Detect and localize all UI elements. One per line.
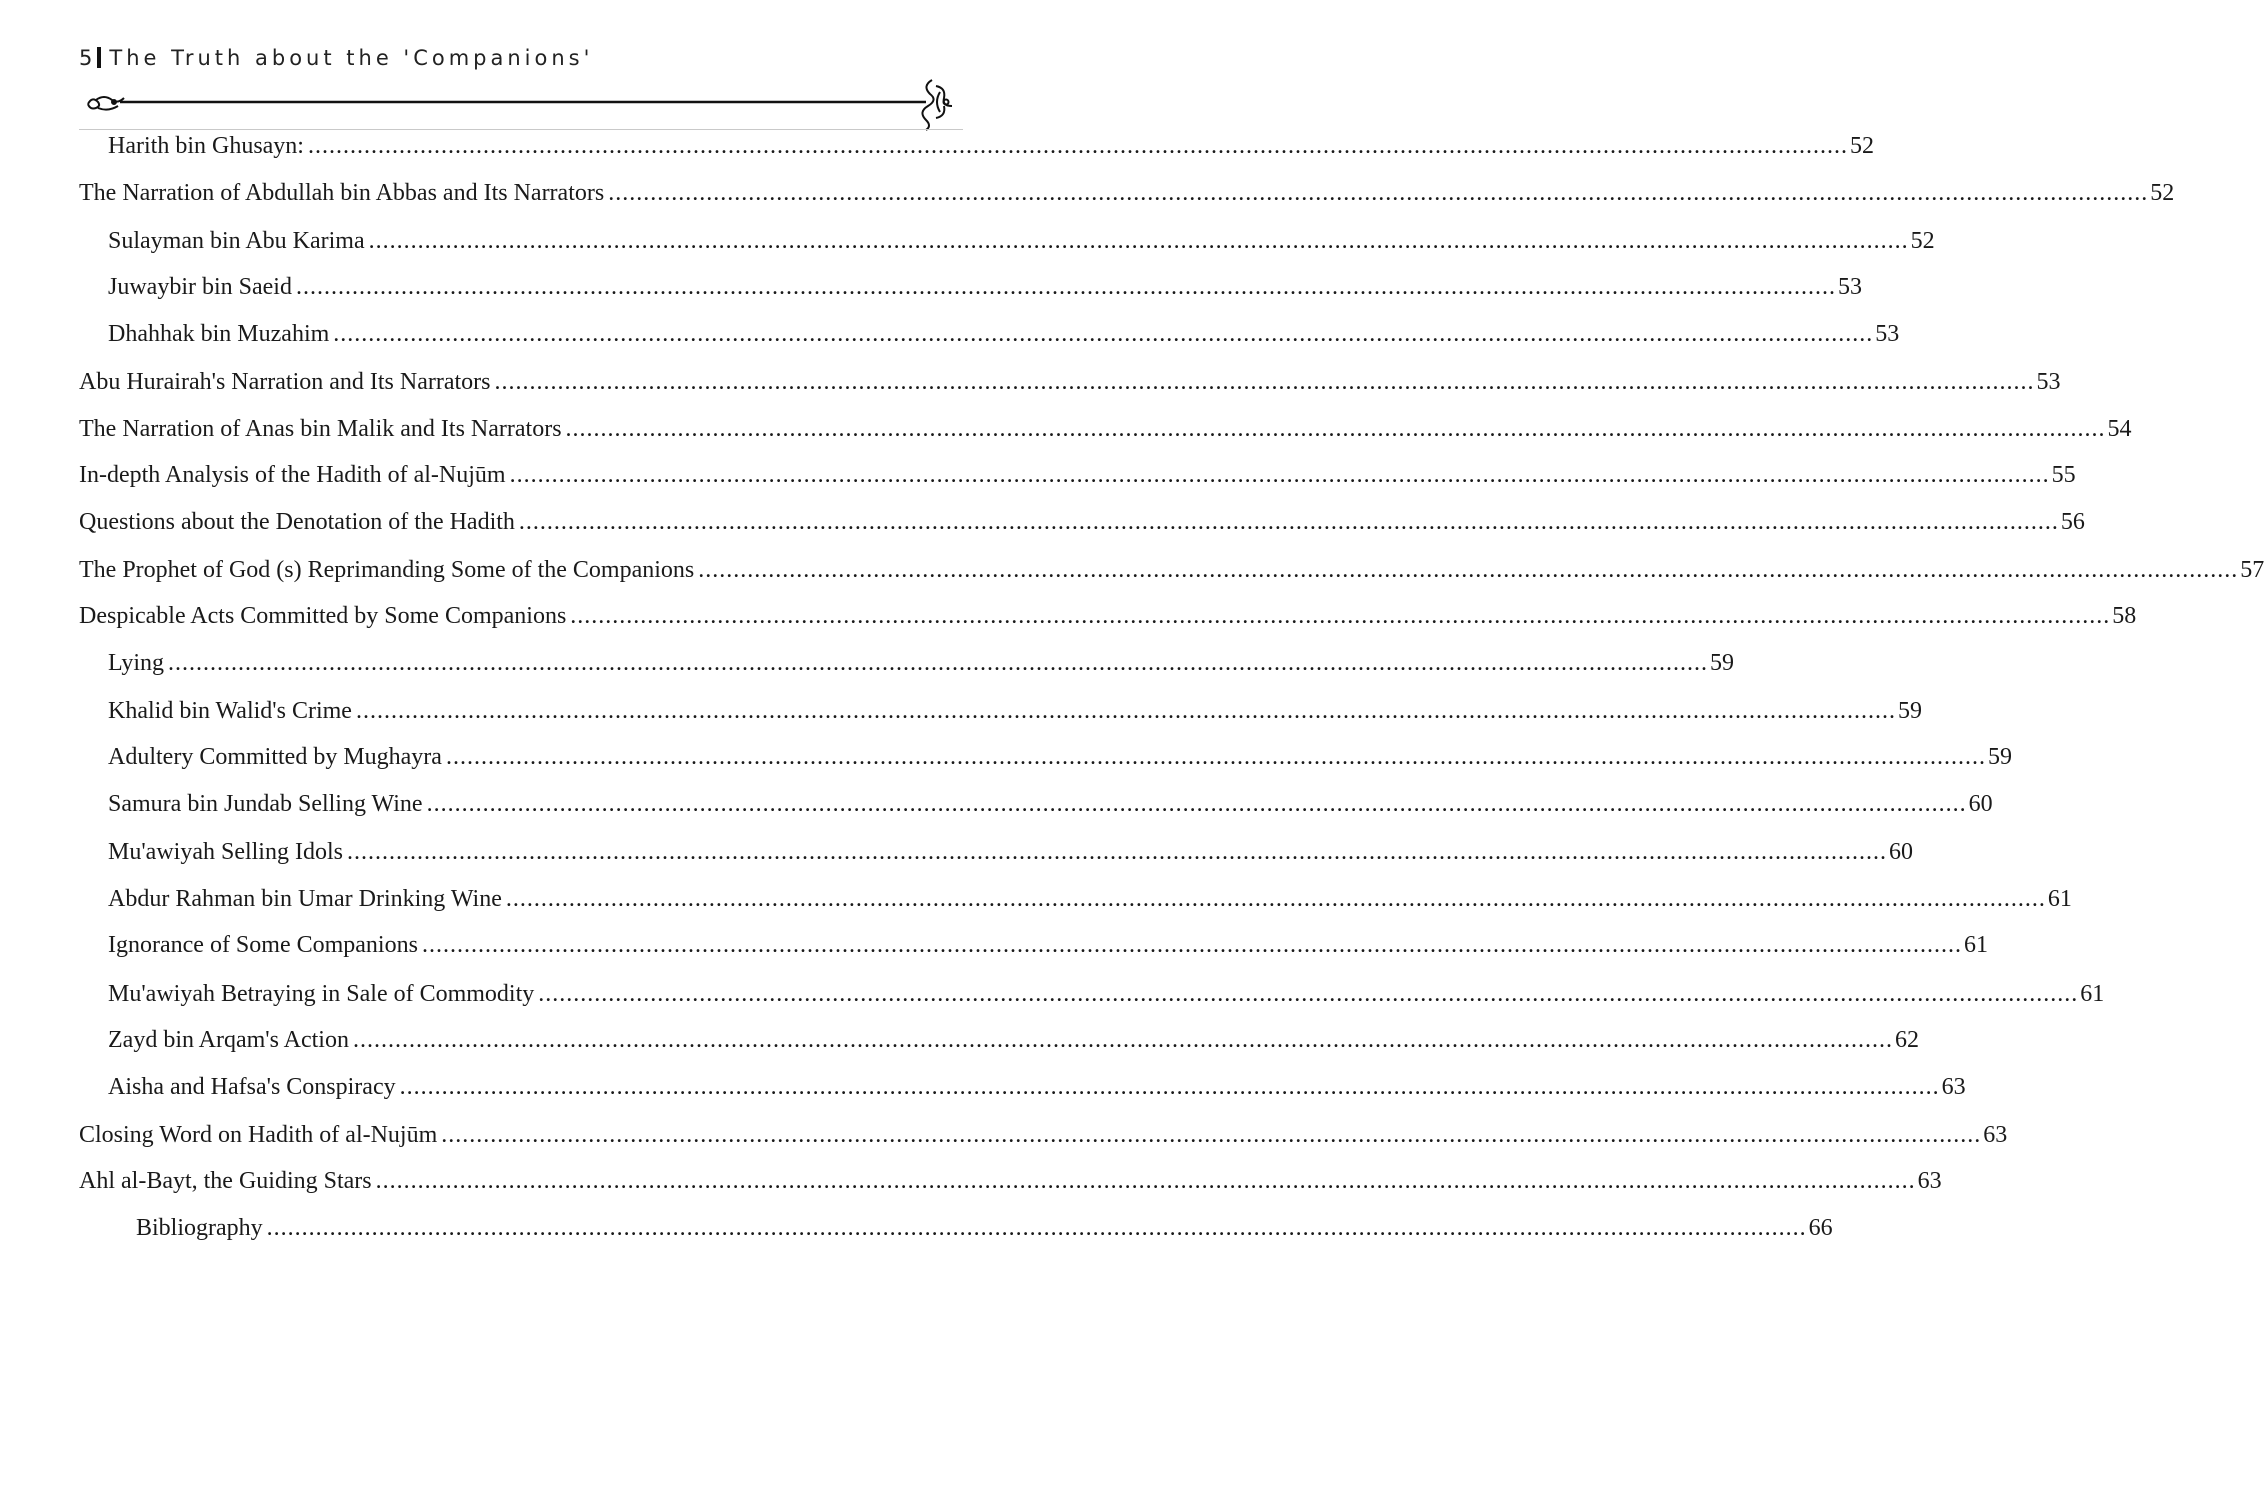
header-page-number: 5 <box>79 46 95 70</box>
toc-entry-page: 52 <box>1910 228 1935 254</box>
toc-entry-page: 55 <box>2051 462 2076 488</box>
toc-entry-page: 66 <box>1808 1215 1833 1241</box>
toc-entry-page: 63 <box>1917 1168 1942 1194</box>
toc-entry[interactable] <box>79 455 2076 495</box>
toc-dot-leader: ............................................................................................................................................................................................................................ <box>346 839 1887 865</box>
toc-entry-title: Lying <box>108 650 165 676</box>
toc-dot-leader: ............................................................................................................................................................................................................................ <box>307 133 1848 159</box>
toc-entry-page: 53 <box>2036 369 2061 395</box>
toc-entry-page: 63 <box>1941 1074 1966 1100</box>
toc-entry-title: Khalid bin Walid's Crime <box>108 698 352 724</box>
header-divider-bar <box>97 47 101 68</box>
toc-dot-leader: ............................................................................................................................................................................................................................ <box>399 1074 1940 1100</box>
header-title: The Truth about the 'Companions' <box>109 46 594 70</box>
toc-entry[interactable] <box>108 126 1874 166</box>
toc-entry-page: 57 <box>2240 557 2264 583</box>
toc-entry-title: Juwaybir bin Saeid <box>108 274 292 300</box>
toc-entry-title: Bibliography <box>136 1215 263 1241</box>
toc-entry-title: Aisha and Hafsa's Conspiracy <box>108 1074 396 1100</box>
toc-dot-leader: ............................................................................................................................................................................................................................ <box>509 462 2050 488</box>
toc-entry-title: Mu'awiyah Selling Idols <box>108 839 343 865</box>
toc-entry[interactable] <box>79 409 2132 449</box>
toc-entry-title: Despicable Acts Committed by Some Companions <box>79 603 567 629</box>
toc-entry-page: 56 <box>2060 509 2085 535</box>
toc-entry[interactable] <box>108 925 1988 965</box>
toc-entry-title: Dhahhak bin Muzahim <box>108 321 330 347</box>
toc-entry[interactable] <box>108 879 2072 919</box>
toc-entry[interactable] <box>79 550 2264 590</box>
toc-entry[interactable] <box>79 173 2175 213</box>
toc-entry-title: Ahl al-Bayt, the Guiding Stars <box>79 1168 372 1194</box>
toc-entry[interactable] <box>108 832 1913 872</box>
toc-dot-leader: ............................................................................................................................................................................................................................ <box>333 321 1874 347</box>
toc-entry[interactable] <box>108 784 1993 824</box>
toc-entry[interactable] <box>79 502 2085 542</box>
toc-entry-page: 59 <box>1987 744 2012 770</box>
running-header <box>79 46 959 80</box>
toc-entry-title: Samura bin Jundab Selling Wine <box>108 791 423 817</box>
toc-dot-leader: ............................................................................................................................................................................................................................ <box>426 791 1967 817</box>
toc-entry-title: Zayd bin Arqam's Action <box>108 1027 349 1053</box>
toc-entry-title: Sulayman bin Abu Karima <box>108 228 365 254</box>
toc-entry-page: 54 <box>2107 416 2132 442</box>
toc-entry-page: 61 <box>1963 932 1988 958</box>
toc-entry-page: 61 <box>2080 981 2105 1007</box>
toc-dot-leader: ............................................................................................................................................................................................................................ <box>421 932 1962 958</box>
toc-entry[interactable] <box>108 974 2105 1014</box>
toc-entry-title: Abdur Rahman bin Umar Drinking Wine <box>108 886 502 912</box>
toc-dot-leader: ............................................................................................................................................................................................................................ <box>441 1122 1982 1148</box>
toc-dot-leader: ............................................................................................................................................................................................................................ <box>355 698 1896 724</box>
toc-entry[interactable] <box>108 267 1862 307</box>
toc-entry-page: 60 <box>1888 839 1913 865</box>
toc-entry-title: Mu'awiyah Betraying in Sale of Commodity <box>108 981 535 1007</box>
toc-entry[interactable] <box>79 1161 1942 1201</box>
toc-entry-title: In-depth Analysis of the Hadith of al-Nujūm <box>79 462 506 488</box>
toc-entry[interactable] <box>108 314 1900 354</box>
left-flourish-icon <box>88 97 124 110</box>
toc-entry[interactable] <box>108 691 1922 731</box>
toc-entry-page: 53 <box>1875 321 1900 347</box>
toc-entry-page: 52 <box>1849 133 1874 159</box>
toc-entry-page: 62 <box>1894 1027 1919 1053</box>
toc-entry-title: Closing Word on Hadith of al-Nujūm <box>79 1122 438 1148</box>
toc-entry[interactable] <box>108 221 1935 261</box>
toc-dot-leader: ............................................................................................................................................................................................................................ <box>608 180 2149 206</box>
toc-entry[interactable] <box>108 1067 1966 1107</box>
toc-entry-title: Adultery Committed by Mughayra <box>108 744 442 770</box>
ornamental-rule <box>84 78 956 130</box>
toc-entry[interactable] <box>136 1208 1833 1248</box>
toc-entry[interactable] <box>79 362 2061 402</box>
toc-entry[interactable] <box>79 596 2137 636</box>
toc-entry[interactable] <box>108 643 1735 683</box>
toc-entry-page: 61 <box>2047 886 2072 912</box>
toc-dot-leader: ............................................................................................................................................................................................................................ <box>266 1215 1807 1241</box>
toc-entry-title: The Prophet of God (s) Reprimanding Some of the Companions <box>79 557 695 583</box>
toc-entry-page: 60 <box>1968 791 1993 817</box>
toc-entry-title: The Narration of Anas bin Malik and Its Narrators <box>79 416 562 442</box>
right-flourish-icon <box>922 80 952 130</box>
toc-entry-page: 59 <box>1710 650 1735 676</box>
toc-entry-title: Ignorance of Some Companions <box>108 932 418 958</box>
toc-dot-leader: ............................................................................................................................................................................................................................ <box>538 981 2079 1007</box>
toc-dot-leader: ............................................................................................................................................................................................................................ <box>445 744 1986 770</box>
toc-entry-page: 63 <box>1983 1122 2008 1148</box>
toc-dot-leader: ............................................................................................................................................................................................................................ <box>570 603 2111 629</box>
toc-entry-title: Questions about the Denotation of the Hadith <box>79 509 515 535</box>
toc-entry[interactable] <box>108 737 2012 777</box>
toc-dot-leader: ............................................................................................................................................................................................................................ <box>168 650 1709 676</box>
toc-dot-leader: ............................................................................................................................................................................................................................ <box>352 1027 1893 1053</box>
toc-entry[interactable] <box>108 1020 1919 1060</box>
toc-entry-page: 58 <box>2112 603 2137 629</box>
toc-dot-leader: ............................................................................................................................................................................................................................ <box>375 1168 1916 1194</box>
toc-dot-leader: ............................................................................................................................................................................................................................ <box>505 886 2046 912</box>
toc-entry-title: Harith bin Ghusayn: <box>108 133 304 159</box>
toc-dot-leader: ............................................................................................................................................................................................................................ <box>295 274 1836 300</box>
toc-entry-page: 52 <box>2150 180 2175 206</box>
toc-entry-title: The Narration of Abdullah bin Abbas and Its Narrators <box>79 180 605 206</box>
toc-entry[interactable] <box>79 1115 2008 1155</box>
toc-entry-page: 53 <box>1837 274 1862 300</box>
toc-entry-page: 59 <box>1897 698 1922 724</box>
toc-dot-leader: ............................................................................................................................................................................................................................ <box>698 557 2239 583</box>
toc-entry-title: Abu Hurairah's Narration and Its Narrators <box>79 369 491 395</box>
toc-dot-leader: ............................................................................................................................................................................................................................ <box>518 509 2059 535</box>
toc-dot-leader: ............................................................................................................................................................................................................................ <box>494 369 2035 395</box>
toc-dot-leader: ............................................................................................................................................................................................................................ <box>368 228 1909 254</box>
toc-dot-leader: ............................................................................................................................................................................................................................ <box>565 416 2106 442</box>
